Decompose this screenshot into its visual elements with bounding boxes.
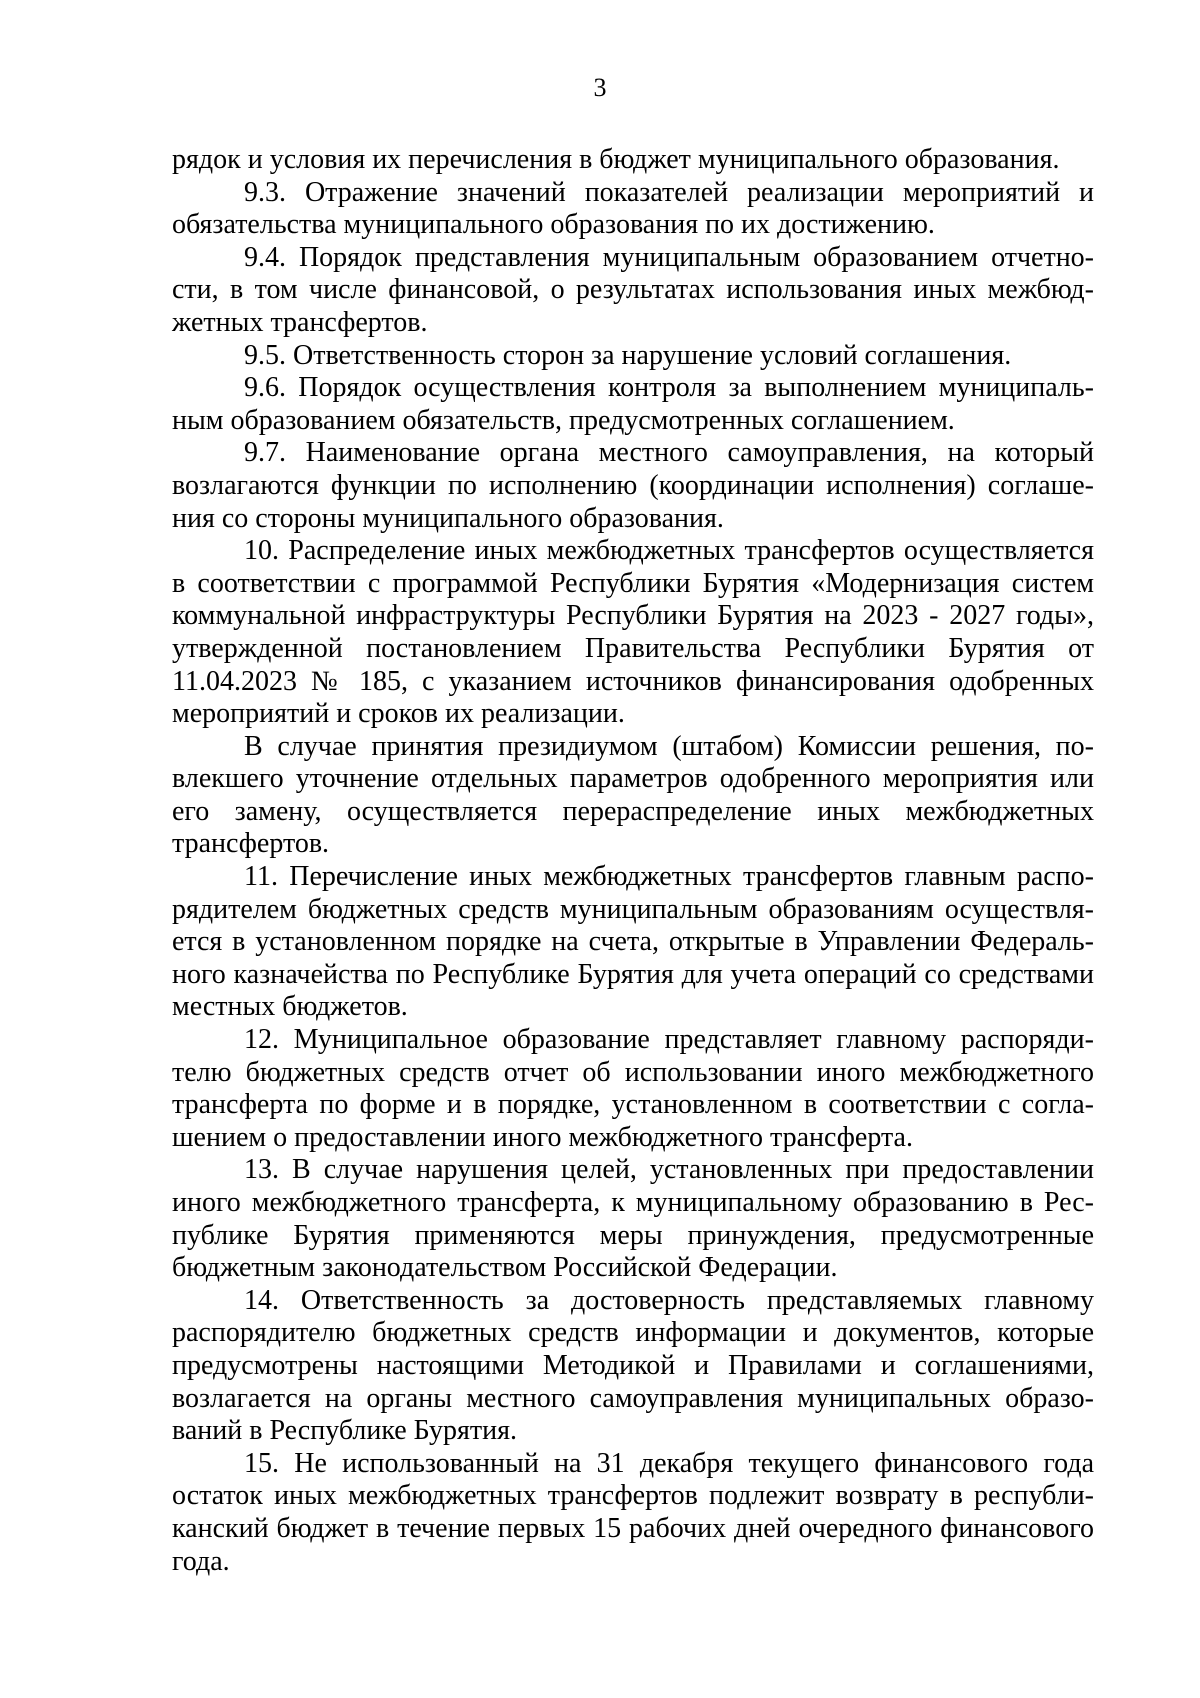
paragraph-14: 14. Ответственность за достоверность представляемых главному распорядителю бюджетных средств информации и документов, которые предусмотрены настоящими Методикой и Правилами и соглашениями, возлагается на органы местного самоуправления муниципальных образований в Республике Бурятия.	[172, 1284, 1094, 1447]
paragraph-9-3: 9.3. Отражение значений показателей реализации мероприятий и обязательства муниципального образования по их достижению.	[172, 176, 1094, 241]
paragraph-9-5: 9.5. Ответственность сторон за нарушение условий соглашения.	[244, 339, 1012, 371]
page-number: 3	[593, 73, 607, 102]
paragraph-12: 12. Муниципальное образование представляет главному распорядителю бюджетных средств отчет об использовании иного межбюджетного трансферта по форме и в порядке, установленном в соответствии с соглашением о предоставлении иного межбюджетного трансферта.	[172, 1024, 1094, 1153]
paragraph-9-4: 9.4. Порядок представления муниципальным образованием отчетности, в том числе финансовой, о результатах использования иных межбюджетных трансфертов.	[172, 241, 1094, 338]
paragraph-9-6: 9.6. Порядок осуществления контроля за выполнением муниципальным образованием обязательств, предусмотренных соглашением.	[172, 372, 1094, 436]
paragraph-15: 15. Не использованный на 31 декабря текущего финансового года остаток иных межбюджетных трансфертов подлежит возврату в республиканский бюджет в течение первых 15 рабочих дней очередного финансового года.	[172, 1447, 1094, 1577]
paragraph-11: 11. Перечисление иных межбюджетных трансфертов главным распорядителем бюджетных средств муниципальным образованиям осуществляется в установленном порядке на счета, открытые в Управлении Федерального казначейства по Республике Бурятия для учета операций со средствами местных бюджетов.	[172, 861, 1094, 1023]
paragraph-continuation: рядок и условия их перечисления в бюджет муниципального образования.	[172, 144, 1060, 175]
document-body	[172, 144, 1094, 1578]
paragraph-10-addendum: В случае принятия президиумом (штабом) Комиссии решения, повлекшего уточнение отдельных параметров одобренного мероприятия или его замену, осуществляется перераспределение иных межбюджетных трансфертов.	[172, 730, 1094, 860]
paragraph-10: 10. Распределение иных межбюджетных трансфертов осуществляется в соответствии с программой Республики Бурятия «Модернизация систем коммунальной инфраструктуры Республики Бурятия на 2023 - 2027 годы», утвержденной постановлением Правительства Республики Бурятия от 11.04.2023 № 185, с указанием источников финансирования одобренных мероприятий и сроков их реализации.	[172, 535, 1094, 730]
paragraph-13: 13. В случае нарушения целей, установленных при предоставлении иного межбюджетного трансферта, к муниципальному образованию в Республике Бурятия применяются меры принуждения, предусмотренные бюджетным законодательством Российской Федерации.	[172, 1154, 1094, 1284]
paragraph-9-7: 9.7. Наименование органа местного самоуправления, на который возлагаются функции по исполнению (координации исполнения) соглашения со стороны муниципального образования.	[172, 437, 1094, 534]
